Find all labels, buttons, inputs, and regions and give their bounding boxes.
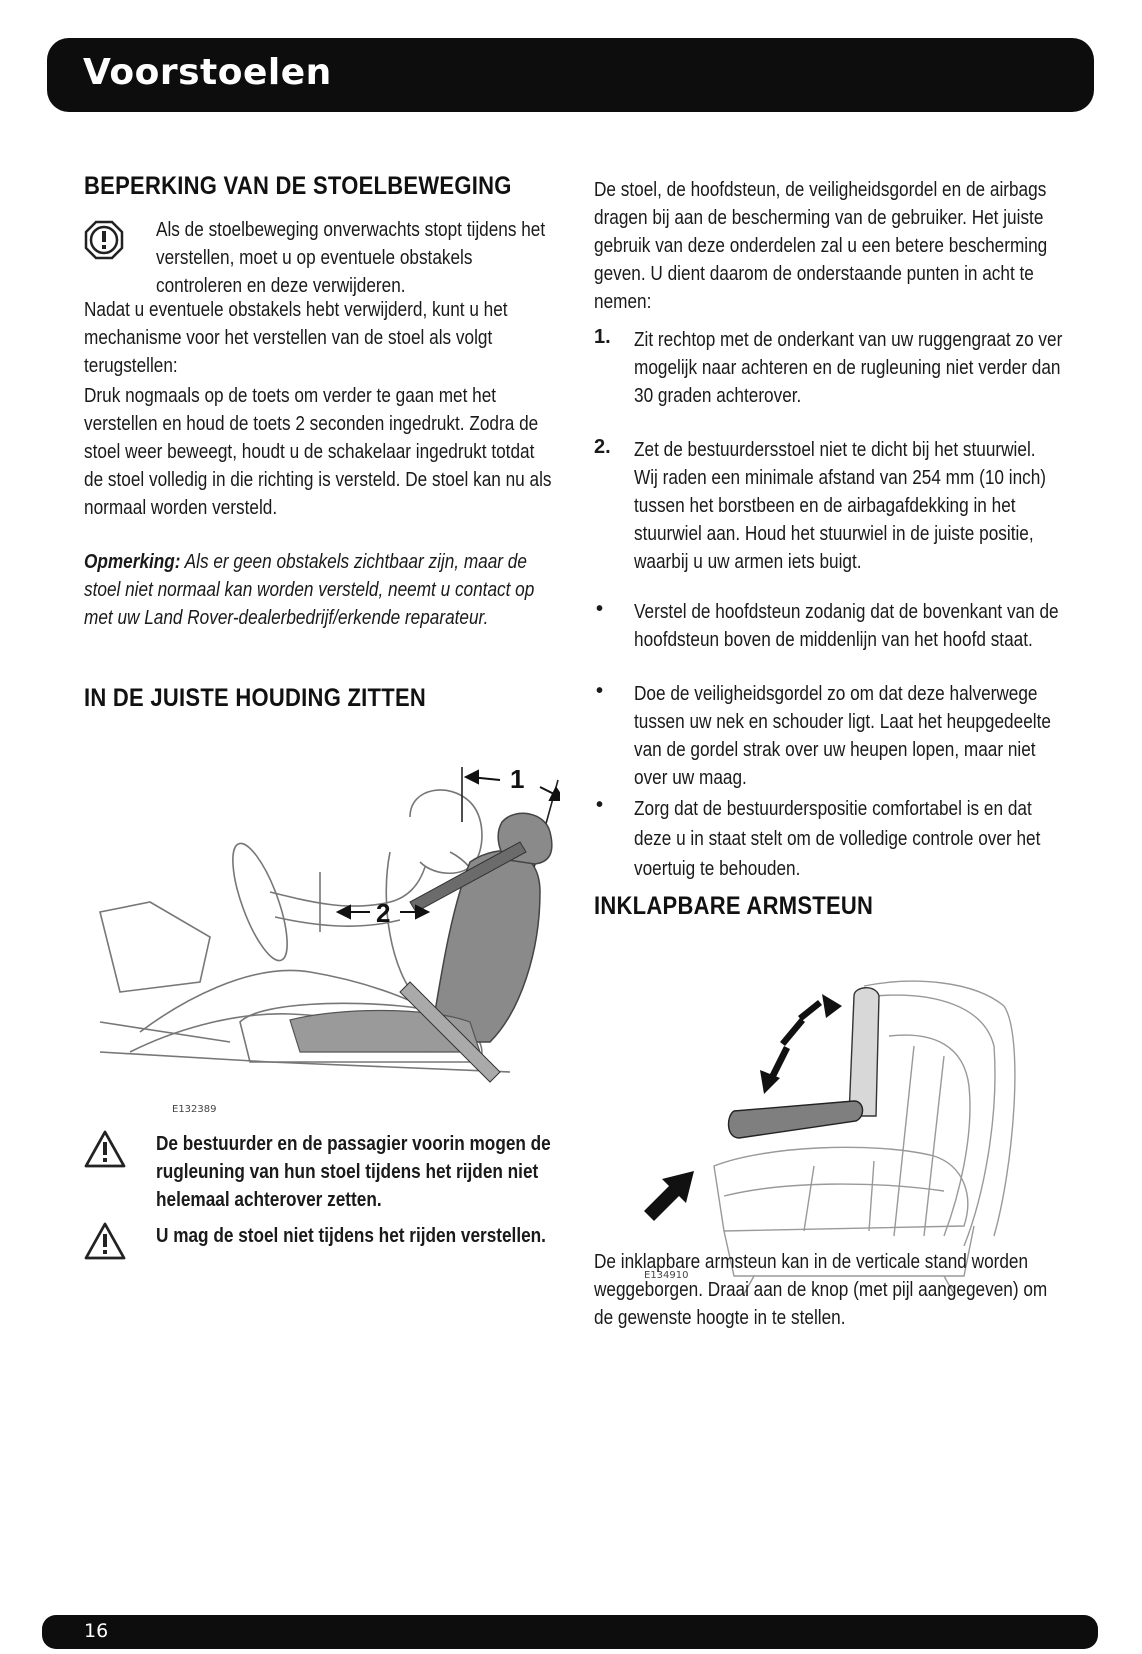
warning-triangle-icon [84, 1222, 126, 1260]
warning-text-2: U mag de stoel niet tijdens het rijden verstellen. [156, 1225, 546, 1247]
caution-text: Als de stoelbeweging onverwachts stopt tijdens het verstellen, moet u op eventuele obstakels controleren en deze verwijderen. [156, 219, 546, 297]
section-heading-seat-movement: BEPERKING VAN DE STOELBEWEGING [84, 172, 512, 200]
warning-text-1: De bestuurder en de passagier voorin mogen de rugleuning van hun stoel tijdens het rijden niet helemaal achterover zetten. [156, 1133, 551, 1211]
section-heading-posture: IN DE JUISTE HOUDING ZITTEN [84, 684, 427, 712]
callout-1: 1 [510, 764, 525, 794]
page-title: Voorstoelen [83, 52, 332, 93]
armrest-paragraph: De inklapbare armsteun kan in de verticale stand worden weggeborgen. Draai aan de knop (met pijl aangegeven) om de gewenste hoogte in te stellen. [594, 1251, 1048, 1329]
figure-code-posture: E132389 [172, 1104, 217, 1115]
paragraph-reset-intro: Nadat u eventuele obstakels hebt verwijderd, kunt u het mechanisme voor het verstellen van de stoel als volgt terugstellen: [84, 299, 508, 377]
left-column [84, 172, 554, 1247]
callout-2: 2 [376, 898, 391, 928]
list-marker: • [596, 598, 604, 620]
list-marker: 2. [594, 436, 611, 458]
paragraph-reset-steps: Druk nogmaals op de toets om verder te gaan met het verstellen en houd de toets 2 seconden ingedrukt. Zodra de stoel weer beweegt, houdt u de schakelaar ingedrukt totdat de stoel volledig in die richting is versteld. De stoel kan nu als normaal worden versteld. [84, 385, 552, 519]
list-item-text: Zorg dat de bestuurderspositie comfortabel is en dat deze u in staat stelt om de volledige controle over het voertuig te behouden. [634, 798, 1041, 880]
list-item-text: Verstel de hoofdsteun zodanig dat de bovenkant van de hoofdsteun boven de middenlijn van het hoofd staat. [634, 601, 1059, 651]
page-header [47, 38, 1094, 112]
list-marker: • [596, 794, 604, 816]
note-paragraph [84, 548, 553, 632]
list-marker: • [596, 680, 604, 702]
seating-posture-illustration [90, 752, 560, 1132]
list-item-text: Doe de veiligheidsgordel zo om dat deze halverwege tussen uw nek en schouder ligt. Laat het heupgedeelte van de gordel strak over uw heupen lopen, maar niet over uw maag. [634, 683, 1051, 789]
note-text: Als er geen obstakels zichtbaar zijn, maar de stoel niet normaal kan worden versteld, neemt u contact op met uw Land Rover-dealerbedrijf/erkende reparateur. [84, 551, 535, 629]
armrest-illustration [614, 966, 1054, 1296]
page-number: 16 [84, 1620, 109, 1642]
intro-paragraph: De stoel, de hoofdsteun, de veiligheidsgordel en de airbags dragen bij aan de bescherming van de gebruiker. Het juiste gebruik van deze onderdelen zal u een betere bescherming geven. U dient daarom de onderstaande punten in acht te nemen: [594, 179, 1048, 313]
caution-icon [84, 220, 124, 260]
warning-triangle-icon [84, 1130, 126, 1168]
note-label: Opmerking: [84, 551, 181, 573]
list-marker: 1. [594, 326, 611, 348]
section-heading-armrest: INKLAPBARE ARMSTEUN [594, 892, 874, 920]
list-item-text: Zet de bestuurdersstoel niet te dicht bij het stuurwiel. Wij raden een minimale afstand van 254 mm (10 inch) tussen het borstbeen en de airbagafdekking in het stuurwiel aan. Houd het stuurwiel in de juiste positie, waarbij u uw armen iets buigt. [634, 439, 1047, 573]
figure-code-armrest: E134910 [644, 1270, 689, 1281]
list-item-text: Zit rechtop met de onderkant van uw ruggengraat zo ver mogelijk naar achteren en de rugleuning niet verder dan 30 graden achterover. [634, 329, 1063, 407]
page-footer [42, 1615, 1098, 1649]
